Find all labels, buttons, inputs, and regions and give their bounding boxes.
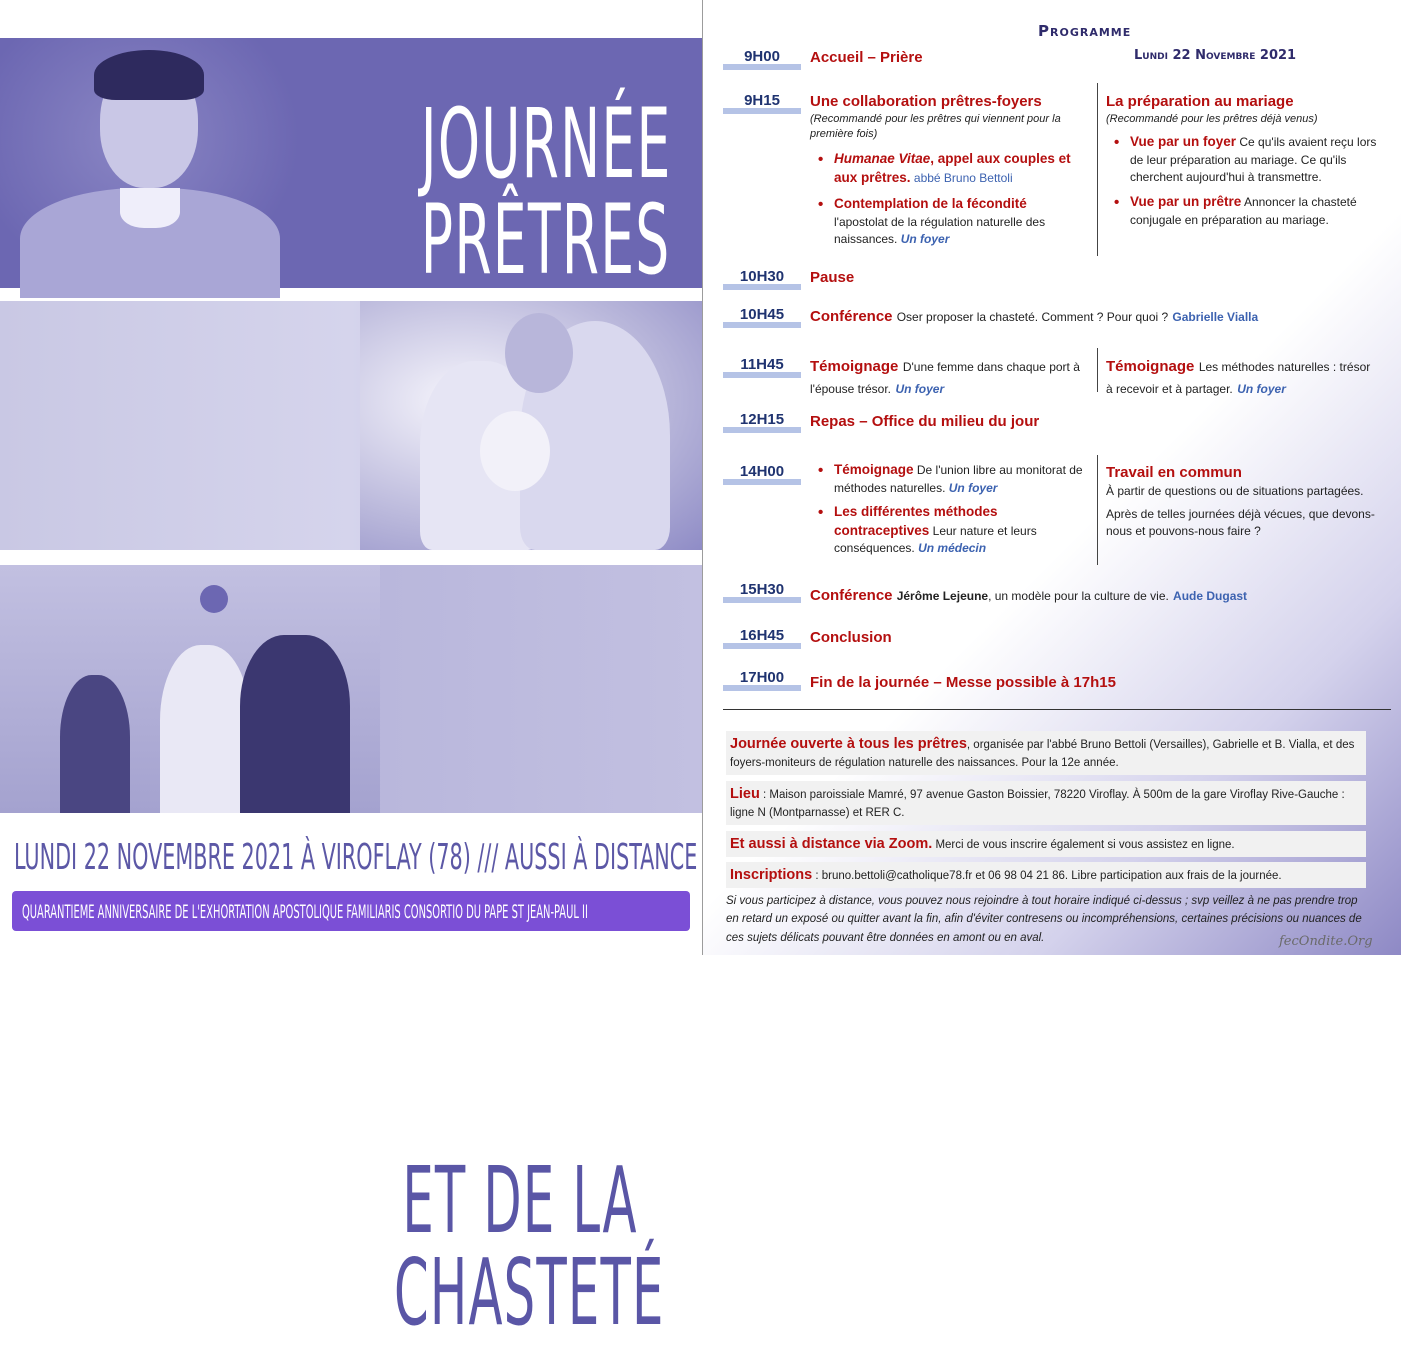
speaker: Un foyer <box>900 232 950 247</box>
session-group-work <box>1106 464 1378 539</box>
time-badge: 9H00 <box>723 48 801 70</box>
session-title: Témoignage <box>1106 358 1195 375</box>
poster-anniversary-banner <box>12 891 690 931</box>
session-title: Conférence <box>810 587 893 604</box>
poster-title <box>420 88 672 296</box>
session-text: À partir de questions ou de situations partagées. <box>1106 484 1364 498</box>
bullet-title: Contemplation de la fécondité <box>834 196 1027 212</box>
wedding-photo-child <box>60 675 130 813</box>
session-title: Conférence <box>810 308 893 325</box>
session-end: Fin de la journée – Messe possible à 17h15 <box>810 674 1116 691</box>
footer-text: , organisée par l'abbé Bruno Bettoli (Versailles), Gabrielle et B. Vialla, et des foyers-moniteurs de régulation naturelle des naissances. Pour la 12e année. <box>730 739 1355 770</box>
poster-subtitle-line: CHASTETÉ <box>394 1239 665 1346</box>
session-break: Pause <box>810 269 855 286</box>
time-badge: 11H45 <box>723 356 801 378</box>
footer-zoom <box>726 831 1366 857</box>
bullet-item <box>1106 133 1378 185</box>
time-badge: 12H15 <box>723 411 801 433</box>
programme-date: Lundi 22 Novembre 2021 <box>1134 48 1297 63</box>
bullet-item <box>1106 193 1378 229</box>
session-text: Après de telles journées déjà vécues, que devons-nous et pouvons-nous faire ? <box>1106 506 1375 538</box>
speaker: Un foyer <box>1237 382 1286 397</box>
session-text-bold: Jérôme Lejeune <box>896 589 989 603</box>
footer-text: : bruno.bettoli@catholique78.fr et 06 98 04 21 86. Libre participation aux frais de la journée. <box>812 870 1282 882</box>
footer-text: Merci de vous inscrire également si vous assistez en ligne. <box>932 839 1235 851</box>
footer-location <box>726 781 1366 825</box>
banner-text: QUARANTIEME ANNIVERSAIRE DE L'EXHORTATION APOSTOLIQUE FAMILIARIS CONSORTIO DU PAPE ST JEAN-PAUL II <box>22 901 588 923</box>
site-signature: fecOndite.Org <box>1279 934 1373 949</box>
bullet-title-suffix: , appel aux couples et aux prêtres. <box>834 150 1071 185</box>
bullet-text: l'apostolat de la régulation naturelle des naissances. <box>834 215 1046 247</box>
bullet-item <box>810 150 1094 188</box>
session-collaboration <box>810 93 1094 248</box>
bullet-text: Annoncer la chasteté conjugale en préparation au mariage. <box>1130 195 1357 228</box>
wedding-photo-bride <box>160 645 250 813</box>
session-title: Une collaboration prêtres-foyers <box>810 93 1042 110</box>
bullet-text: Ce qu'ils avaient reçu lors de leur préparation au mariage. Ce qu'ils cherchent aujourd'hui à transmettre. <box>1130 134 1377 184</box>
session-afternoon-left <box>810 461 1094 557</box>
session-testimony-right <box>1106 356 1378 401</box>
session-welcome: Accueil – Prière <box>810 49 923 66</box>
bullet-title: Témoignage <box>834 462 914 477</box>
session-title: Travail en commun <box>1106 464 1242 481</box>
programme-title: Programme <box>1038 22 1132 40</box>
session-text: D'une femme dans chaque port à l'épouse trésor. <box>810 360 1080 397</box>
bullet-title: Les différentes méthodes contraceptives <box>834 503 998 538</box>
session-conference-2 <box>810 587 1247 605</box>
family-photo-man-head <box>505 313 573 393</box>
footer-remote-note: Si vous participez à distance, vous pouvez nous rejoindre à tout horaire indiqué ci-dessus ; svp veillez à ne pas prendre trop en retard un exposé ou quitter avant la fin, afin d'éviter contresens ou incompréhensions, certaines précisions ou nuances de ces sujets délicats pouvant être données en amont ou en aval. <box>726 895 1362 944</box>
poster-subtitle-line: ET DE LA <box>402 1147 638 1254</box>
bullet-item <box>810 461 1094 497</box>
wedding-photo-bouquet <box>200 585 228 613</box>
speaker: Gabrielle Vialla <box>1172 310 1259 324</box>
bullet-text: De l'union libre au monitorat de méthodes naturelles. <box>834 463 1083 495</box>
session-note: (Recommandé pour les prêtres déjà venus) <box>1106 113 1318 125</box>
speaker: Aude Dugast <box>1173 589 1248 603</box>
priest-photo-collar <box>120 188 180 228</box>
footer-heading: Inscriptions <box>730 867 813 883</box>
speaker: abbé Bruno Bettoli <box>913 170 1013 185</box>
session-title: La préparation au mariage <box>1106 93 1294 110</box>
session-text: Les méthodes naturelles : trésor à recevoir et à partager. <box>1106 360 1371 397</box>
bullet-title: Vue par un foyer <box>1130 133 1237 149</box>
session-title: Témoignage <box>810 358 899 375</box>
column-separator <box>1097 83 1098 256</box>
bullet-title: Humanae Vitae <box>834 150 931 166</box>
speaker: Un foyer <box>895 382 945 397</box>
bullet-text: Leur nature et leurs conséquences. <box>834 523 1037 556</box>
session-conclusion: Conclusion <box>810 629 892 646</box>
poster-title-line: PRÊTRES <box>420 184 671 296</box>
poster-panel-priest <box>0 38 702 296</box>
footer-heading: Lieu <box>730 786 760 802</box>
priest-photo-hair <box>94 50 204 100</box>
session-conference-1 <box>810 308 1258 326</box>
footer-text: : Maison paroissiale Mamré, 97 avenue Gaston Boissier, 78220 Viroflay. À 500m de la gare Viroflay Rive-Gauche : ligne N (Montparnasse) et RER C. <box>730 789 1345 820</box>
poster-panel-family <box>0 301 702 550</box>
bullet-item <box>810 195 1094 247</box>
bullet-item <box>810 503 1094 558</box>
column-separator <box>1097 455 1098 565</box>
session-testimony-left <box>810 356 1094 401</box>
bullet-title: Vue par un prêtre <box>1130 194 1242 210</box>
time-badge: 17H00 <box>723 669 801 691</box>
family-photo-baby <box>480 411 550 491</box>
time-badge: 16H45 <box>723 627 801 649</box>
wedding-photo-groom <box>240 635 350 813</box>
time-badge: 10H45 <box>723 306 801 328</box>
poster-dateline: LUNDI 22 NOVEMBRE 2021 À VIROFLAY (78) /// AUSSI À DISTANCE <box>14 837 698 878</box>
session-text: Oser proposer la chasteté. Comment ? Pour quoi ? <box>896 310 1169 324</box>
footer-organisers <box>726 731 1366 775</box>
footer-heading: Et aussi à distance via Zoom. <box>730 836 933 852</box>
programme <box>703 0 1401 955</box>
footer-registration <box>726 862 1366 888</box>
speaker: Un médecin <box>918 541 987 556</box>
footer-heading: Journée ouverte à tous les prêtres <box>730 736 967 752</box>
speaker: Un foyer <box>948 480 998 495</box>
time-badge: 9H15 <box>723 92 801 114</box>
session-text: , un modèle pour la culture de vie. <box>988 589 1169 603</box>
time-badge: 14H00 <box>723 463 801 485</box>
session-note: (Recommandé pour les prêtres qui viennent pour la première fois) <box>810 113 1061 140</box>
poster-subtitle-chastity <box>394 1147 665 1346</box>
time-badge: 15H30 <box>723 581 801 603</box>
section-separator <box>723 709 1391 710</box>
session-marriage-prep <box>1106 93 1378 229</box>
session-lunch: Repas – Office du milieu du jour <box>810 413 1040 430</box>
time-badge: 10H30 <box>723 268 801 290</box>
column-separator <box>1097 348 1098 392</box>
poster-title-line: JOURNÉE <box>420 88 672 200</box>
